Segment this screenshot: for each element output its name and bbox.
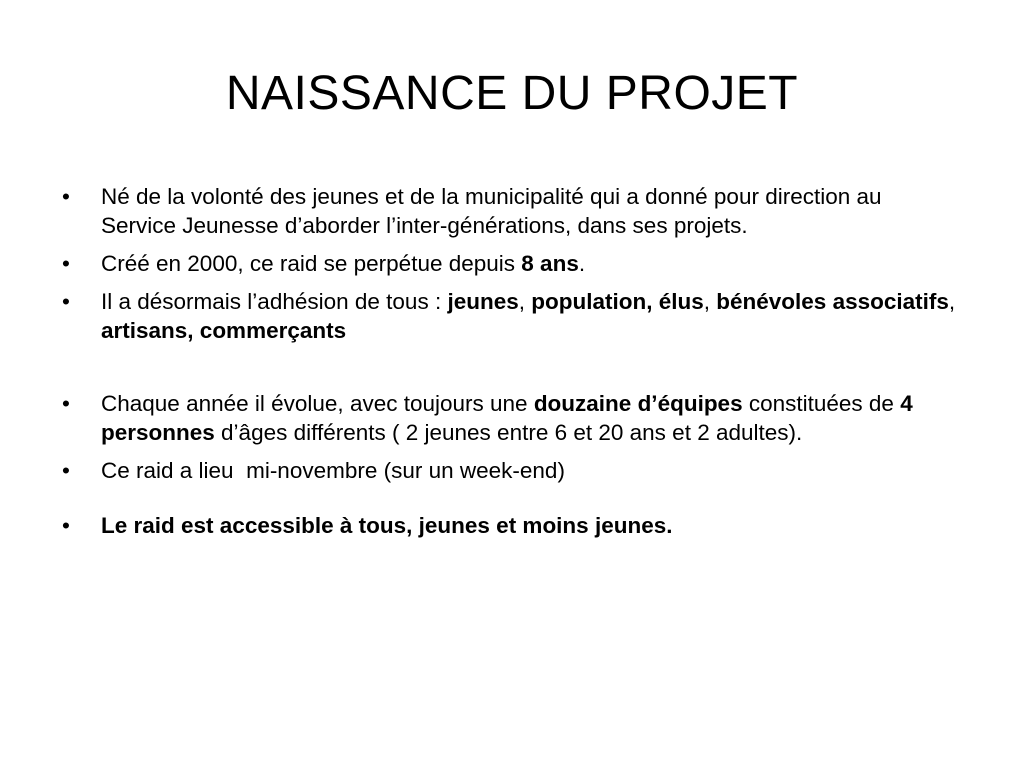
- bullet-item-2: [60, 249, 960, 278]
- text-segment: Chaque année il évolue, avec toujours une: [101, 391, 534, 416]
- bullet-text: [101, 251, 585, 276]
- text-segment: Il a désormais l’adhésion de tous :: [101, 289, 448, 314]
- bullet-item-4: [60, 389, 960, 447]
- text-segment-bold: artisans, commerçants: [101, 318, 347, 343]
- bullet-item-1: [60, 182, 960, 240]
- text-segment: Né de la volonté des jeunes et de la municipalité qui a donné pour direction au Service Jeunesse d’aborder l’inter-générations, dans ses projets.: [101, 184, 882, 238]
- slide-title: NAISSANCE DU PROJET: [225, 67, 799, 120]
- bullet-item-3: [60, 287, 960, 345]
- bullet-dot-icon: •: [62, 513, 70, 538]
- bullet-list: [60, 182, 960, 549]
- bullet-text: [101, 184, 882, 238]
- bullet-dot-icon: •: [62, 391, 70, 416]
- text-segment-bold: 8 ans: [521, 251, 579, 276]
- bullet-dot-icon: •: [62, 458, 70, 483]
- bullet-dot-icon: •: [62, 184, 70, 209]
- text-segment-bold: jeunes: [447, 289, 519, 314]
- text-segment: d’âges différents ( 2 jeunes entre 6 et 20 ans et 2 adultes).: [214, 420, 803, 445]
- bullet-text: [101, 289, 955, 343]
- text-segment-bold: 4 personnes: [101, 391, 913, 445]
- text-segment: Créé en 2000, ce raid se perpétue depuis: [101, 251, 522, 276]
- text-segment: Ce raid a lieu mi-novembre (sur un week-end): [101, 458, 565, 483]
- text-segment-bold: douzaine d’équipes: [533, 391, 743, 416]
- bullet-text: [101, 391, 913, 445]
- text-segment: ,: [518, 289, 532, 314]
- bullet-item-6: [60, 511, 960, 540]
- bullet-dot-icon: •: [62, 251, 70, 276]
- text-segment: .: [578, 251, 586, 276]
- bullet-item-5: [60, 456, 960, 485]
- text-segment-bold: population, élus: [531, 289, 704, 314]
- text-segment: ,: [948, 289, 956, 314]
- text-segment: ,: [703, 289, 717, 314]
- bullet-dot-icon: •: [62, 289, 70, 314]
- bullet-text: [101, 513, 672, 538]
- bullet-text: [101, 458, 565, 483]
- text-segment-bold: bénévoles associatifs: [716, 289, 949, 314]
- text-segment-bold: Le raid est accessible à tous, jeunes et moins jeunes.: [101, 513, 673, 538]
- text-segment: constituées de: [742, 391, 901, 416]
